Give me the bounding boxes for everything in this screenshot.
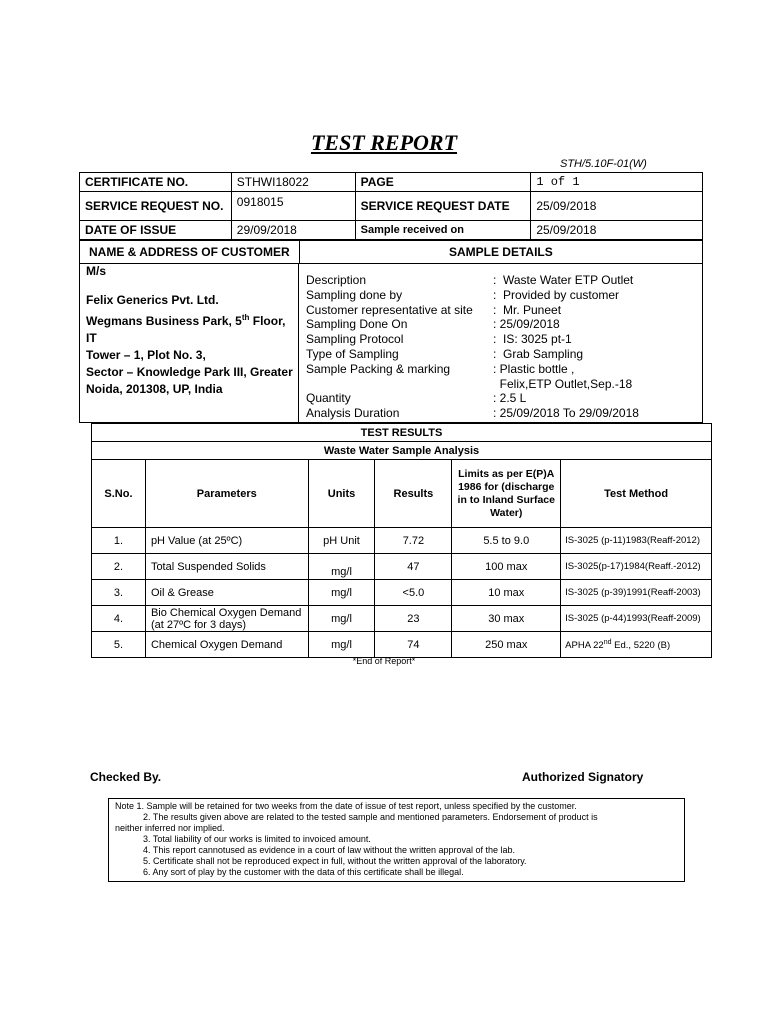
note-line: Note 1. Sample will be retained for two weeks from the date of issue of test report, unless specified by the customer. xyxy=(115,801,577,811)
sample-detail-label: Sampling done by xyxy=(306,287,403,302)
date-of-issue-label: DATE OF ISSUE xyxy=(80,221,232,240)
sample-detail-value: : Mr. Puneet xyxy=(493,302,562,317)
param-cell: Bio Chemical Oxygen Demand (at 27ºC for 3 days) xyxy=(145,606,308,632)
param-cell: Oil & Grease xyxy=(145,580,308,606)
sample-details-block xyxy=(299,263,703,423)
result-cell: 74 xyxy=(375,632,452,658)
sample-detail-label: Type of Sampling xyxy=(306,346,399,361)
col-parameters: Parameters xyxy=(145,460,308,528)
sample-detail-label: Sampling Done On xyxy=(306,317,408,332)
sample-detail-value: : Plastic bottle , xyxy=(493,361,575,376)
results-table xyxy=(91,423,712,658)
customer-address-line: Wegmans Business Park, 5th Floor, IT xyxy=(86,313,286,345)
sample-received-label: Sample received on xyxy=(355,221,531,240)
customer-address-line: Tower – 1, Plot No. 3, xyxy=(86,348,206,362)
sample-detail-row xyxy=(299,377,702,392)
note-line: 4. This report cannotused as evidence in a court of law without the written approval of the lab. xyxy=(143,845,516,855)
sno-cell: 3. xyxy=(92,580,146,606)
sample-detail-label: Analysis Duration xyxy=(306,406,400,421)
sample-detail-value: : 25/09/2018 To 29/09/2018 xyxy=(493,406,639,421)
method-cell: APHA 22nd Ed., 5220 (B) xyxy=(561,632,712,658)
method-cell: IS-3025 (p-39)1991(Reaff-2003) xyxy=(561,580,712,606)
table-row xyxy=(92,632,712,658)
sno-cell: 5. xyxy=(92,632,146,658)
service-request-date-value: 25/09/2018 xyxy=(531,192,703,221)
sample-detail-label: Description xyxy=(306,273,367,287)
sample-received-value: 25/09/2018 xyxy=(531,221,703,240)
customer-prefix: M/s xyxy=(86,264,107,278)
customer-section-heading: NAME & ADDRESS OF CUSTOMER xyxy=(80,241,300,264)
authorized-signatory-label: Authorized Signatory xyxy=(522,770,644,784)
param-cell: Chemical Oxygen Demand xyxy=(145,632,308,658)
limit-cell: 250 max xyxy=(452,632,561,658)
page-label: PAGE xyxy=(355,173,531,192)
note-line: 3. Total liability of our works is limited to invoiced amount. xyxy=(143,834,371,844)
table-row xyxy=(92,528,712,554)
customer-address-line: Sector – Knowledge Park III, Greater xyxy=(86,365,293,379)
col-units: Units xyxy=(308,460,375,528)
units-cell: mg/l xyxy=(308,606,375,632)
limit-cell: 10 max xyxy=(452,580,561,606)
units-cell: pH Unit xyxy=(308,528,375,554)
sample-detail-value: : Provided by customer xyxy=(493,287,620,302)
sample-detail-row xyxy=(299,317,702,332)
note-line: 2. The results given above are related to the tested sample and mentioned parameters. Endorsement of product is xyxy=(143,812,598,822)
customer-address-line: Noida, 201308, UP, India xyxy=(86,382,223,396)
sample-detail-row xyxy=(299,303,702,318)
sample-detail-label: Quantity xyxy=(306,391,351,406)
form-number: STH/5.10F-01(W) xyxy=(560,158,647,170)
col-results: Results xyxy=(375,460,452,528)
note-line: 6. Any sort of play by the customer with the data of this certificate shall be illegal. xyxy=(143,867,464,877)
sample-detail-row xyxy=(299,391,702,406)
param-cell: pH Value (at 25ºC) xyxy=(145,528,308,554)
header-table xyxy=(79,172,703,240)
report-title: TEST REPORT xyxy=(310,130,458,155)
result-cell: 23 xyxy=(375,606,452,632)
sample-detail-value: : IS: 3025 pt-1 xyxy=(493,332,572,347)
col-sno: S.No. xyxy=(92,460,146,528)
sample-detail-label: Sampling Protocol xyxy=(306,332,404,347)
sample-detail-row xyxy=(299,362,702,377)
param-cell: Total Suspended Solids xyxy=(145,554,308,580)
table-row xyxy=(92,580,712,606)
units-cell: mg/l xyxy=(308,632,375,658)
page-value: 1 of 1 xyxy=(531,173,703,192)
end-of-report: *End of Report* xyxy=(352,656,416,666)
sample-detail-value: : Waste Water ETP Outlet xyxy=(493,273,634,287)
result-cell: 47 xyxy=(375,554,452,580)
col-test-method: Test Method xyxy=(561,460,712,528)
certificate-label: CERTIFICATE NO. xyxy=(80,173,232,192)
sample-detail-label: Customer representative at site xyxy=(306,302,473,317)
sample-detail-label: Sample Packing & marking xyxy=(306,361,451,376)
sample-detail-value: : Grab Sampling xyxy=(493,346,584,361)
limit-cell: 5.5 to 9.0 xyxy=(452,528,561,554)
section-header-table xyxy=(79,240,703,264)
sample-detail-row xyxy=(299,406,702,421)
sample-detail-value: Felix,ETP Outlet,Sep.-18 xyxy=(493,376,633,391)
method-cell: IS-3025 (p-11)1983(Reaff-2012) xyxy=(561,528,712,554)
sno-cell: 1. xyxy=(92,528,146,554)
sample-detail-row xyxy=(299,332,702,347)
service-request-date-label: SERVICE REQUEST DATE xyxy=(355,192,531,221)
sample-detail-value: : 2.5 L xyxy=(493,391,527,406)
note-line: neither inferred nor implied. xyxy=(115,823,225,833)
sample-section-heading: SAMPLE DETAILS xyxy=(299,241,702,264)
sample-detail-row xyxy=(299,288,702,303)
limit-cell: 30 max xyxy=(452,606,561,632)
result-cell: <5.0 xyxy=(375,580,452,606)
checked-by-label: Checked By. xyxy=(90,770,162,784)
method-cell: IS-3025(p-17)1984(Reaff.-2012) xyxy=(561,554,712,580)
limit-cell: 100 max xyxy=(452,554,561,580)
date-of-issue-value: 29/09/2018 xyxy=(231,221,355,240)
sample-detail-row xyxy=(299,347,702,362)
test-results-title: TEST RESULTS xyxy=(92,424,712,442)
service-request-no-value: 0918015 xyxy=(231,192,355,221)
col-limits: Limits as per E(P)A 1986 for (discharge in to Inland Surface Water) xyxy=(452,460,561,528)
notes-box xyxy=(108,798,685,882)
units-cell: mg/l xyxy=(308,580,375,606)
table-row xyxy=(92,554,712,580)
sno-cell: 2. xyxy=(92,554,146,580)
method-cell: IS-3025 (p-44)1993(Reaff-2009) xyxy=(561,606,712,632)
units-cell: mg/l xyxy=(308,554,375,580)
certificate-value: STHWI18022 xyxy=(231,173,355,192)
note-line: 5. Certificate shall not be reproduced expect in full, without the written approval of the laboratory. xyxy=(143,856,527,866)
customer-address-block xyxy=(79,263,299,423)
analysis-subtitle: Waste Water Sample Analysis xyxy=(92,442,712,460)
sample-detail-row xyxy=(299,273,702,288)
customer-name: Felix Generics Pvt. Ltd. xyxy=(86,293,219,307)
sno-cell: 4. xyxy=(92,606,146,632)
sample-detail-value: : 25/09/2018 xyxy=(493,317,560,332)
service-request-no-label: SERVICE REQUEST NO. xyxy=(80,192,232,221)
result-cell: 7.72 xyxy=(375,528,452,554)
table-row xyxy=(92,606,712,632)
